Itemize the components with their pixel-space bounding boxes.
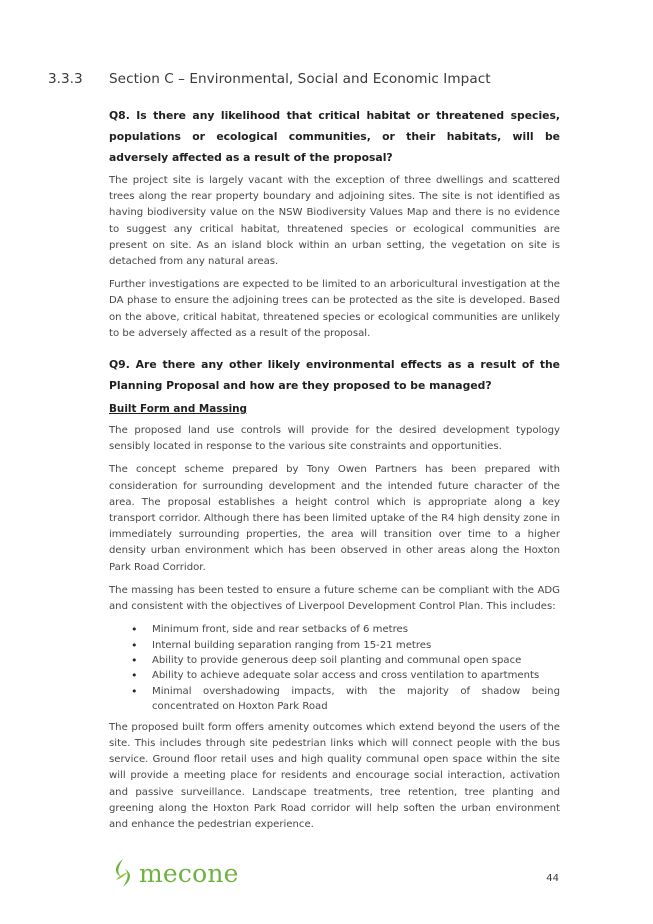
section-number: 3.3.3 bbox=[48, 71, 83, 87]
subheading-built-form: Built Form and Massing bbox=[109, 403, 247, 416]
paragraph: The massing has been tested to ensure a future scheme can be compliant with the ADG and consistent with the objectives of Liverpool Development Control Plan. This includes: bbox=[109, 584, 560, 613]
question-q9: Q9. Are there any other likely environmental effects as a result of the Planning Proposal and how are they proposed to be managed? bbox=[109, 358, 560, 393]
bullet-item: • Internal building separation ranging from 15-21 metres bbox=[131, 638, 432, 652]
section-heading bbox=[48, 71, 613, 87]
paragraph: The proposed land use controls will provide for the desired development typology sensibly located in response to the various site constraints and opportunities. bbox=[109, 425, 560, 453]
bullet-icon: • bbox=[131, 654, 138, 668]
mecone-logo bbox=[110, 858, 239, 888]
bullet-icon: • bbox=[131, 623, 138, 637]
bullet-icon: • bbox=[131, 669, 138, 683]
bullet-item: • Minimum front, side and rear setbacks of 6 metres bbox=[131, 623, 409, 637]
question-q8: Q8. Is there any likelihood that critical habitat or threatened species, populations or ecological communities, or their habitats, will be adversely affected as a result of the proposal? bbox=[109, 109, 560, 164]
logo-wordmark: mecone bbox=[139, 858, 239, 888]
section-title: Section C – Environmental, Social and Economic Impact bbox=[109, 71, 491, 87]
page-number: 44 bbox=[546, 873, 559, 884]
paragraph: The project site is largely vacant with the exception of three dwellings and scattered trees along the rear property boundary and adjoining sites. The site is not identified as having biodiversity value on the NSW Biodiversity Values Map and there is no evidence to suggest any critical habitat, threatened species or ecological communities are present on site. As an island block within an urban setting, the vegetation on site is detached from any natural areas. bbox=[109, 175, 560, 268]
paragraph: The concept scheme prepared by Tony Owen Partners has been prepared with consideration for surrounding development and the intended future character of the area. The proposal establishes a height control which is appropriate along a key transport corridor. Although there has been limited uptake of the R4 high density zone in immediately surrounding properties, the area will transition over time to a higher density urban environment which has been observed in other areas along the Hoxton Park Road Corridor. bbox=[109, 464, 560, 573]
body-column bbox=[109, 105, 560, 840]
bullet-icon: • bbox=[131, 684, 138, 698]
paragraph: The proposed built form offers amenity outcomes which extend beyond the users of the site. This includes through site pedestrian links which will connect people with the bus service. Ground floor retail uses and high quality communal open space within the site will provide a meeting place for residents and encourage social interaction, activation and passive surveillance. Landscape treatments, tree retention, tree planting and greening along the Hoxton Park Road corridor will help soften the urban environment and enhance the pedestrian experience. bbox=[109, 721, 560, 830]
bullet-list bbox=[109, 622, 560, 714]
paragraph: Further investigations are expected to be limited to an arboricultural investigation at the DA phase to ensure the adjoining trees can be protected as the site is developed. Based on the above, critical habitat, threatened species or ecological communities are unlikely to be adversely affected as a result of the proposal. bbox=[109, 279, 560, 339]
bullet-item: • Minimal overshadowing impacts, with the majority of shadow being concentrated on Hoxton Park Road bbox=[131, 684, 560, 713]
bullet-icon: • bbox=[131, 638, 138, 652]
mecone-leaf-icon bbox=[110, 858, 136, 888]
bullet-item: • Ability to provide generous deep soil planting and communal open space bbox=[131, 654, 522, 668]
bullet-item: • Ability to achieve adequate solar access and cross ventilation to apartments bbox=[131, 669, 540, 683]
